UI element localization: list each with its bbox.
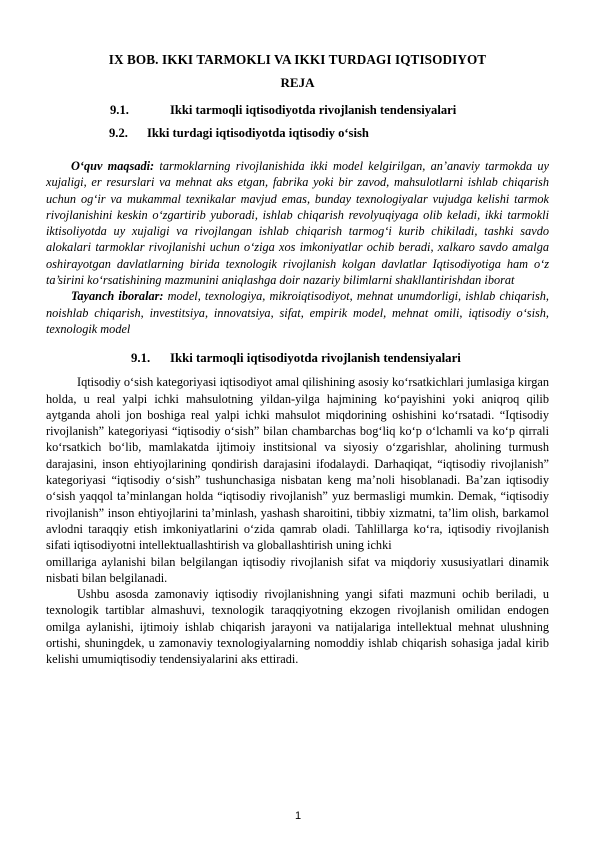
plan-item-number: 9.1. — [110, 103, 129, 117]
body-paragraph: Iqtisodiy o‘sish kategoriyasi iqtisodiyot amal qilishining asosiy ko‘rsatkichlari jumlasiga kirgan holda, u real yalpi ichki mahsulotning yildan-yilga hajmining ko‘payishini yoki aniqroq qilib aytganda aholi jon boshiga real yalpi ichki mahsulot miqdorining oshishini ko‘rsatadi. “Iqtisodiy rivojlanish” kategoriyasi “iqtisodiy o‘sish” bilan chambarchas bog‘liq ko‘p o‘lchamli va ko‘p qirrali ko‘rsatkich bo‘lib, mamlakatda ijtimoiy institsional va siyosiy o‘zgarishlar, aholining turmush darajasini, inson ehtiyojlarining qondirish darajasini ifodalaydi. Darhaqiqat, “iqtisodiy rivojlanish” kategoriyasi “iqtisodiy o‘sish” tushunchasiga nisbatan keng ma’noli hisoblanadi. Ba’zan iqtisodiy o‘sish yaqqol ta’minlangan holda “iqtisodiy rivojlanish” yuz bermasligi mumkin. Demak, “iqtisodiy rivojlanish” inson ehtiyojlarini ta’minlash, yashash sharoitini, tibbiy xizmatni, ta’lim olish, barkamol avlodni taraqqiy etish imkoniyatlarini o‘zida qamrab oladi. Tahlillarga ko‘ra, iqtisodiy rivojlanish sifati iqtisodiyotni intellektuallashtirish va globallashtirish uning ichki — [46, 375, 549, 553]
learning-goal-label: O‘quv maqsadi: — [71, 159, 155, 173]
section-heading — [46, 351, 549, 366]
plan-list — [46, 99, 549, 145]
document-page — [46, 52, 549, 668]
keywords-label: Tayanch iboralar: — [71, 289, 164, 304]
body-paragraph: Ushbu asosda zamonaviy iqtisodiy rivojlanishning yangi sifati mazmuni ochib beriladi, u texnologik tartiblar almashuvi, texnologik taraqqiyotning ekzogen rivojlanish omilidan endogen omilga aylanishi, ijtimoiy ishlab chiqarish jarayoni va natijalariga intellektual mehnat ulushning ortishi, shuningdek, u zamonaviy texnologiyalarning nomoddiy ishlab chiqarish sohasiga jadal kirib kelishi umumiqtisodiy tendensiyalarini aks ettiradi. — [46, 587, 549, 667]
plan-item-number: 9.2. — [109, 126, 128, 140]
page-number: 1 — [294, 810, 302, 822]
plan-heading: REJA — [280, 75, 315, 90]
section-number: 9.1. — [131, 351, 151, 366]
keywords-paragraph — [46, 288, 549, 337]
chapter-title: IX BOB. IKKI TARMOKLI VA IKKI TURDAGI IQTISODIYOT — [108, 52, 487, 67]
keywords-text: model, texnologiya, mikroiqtisodiyot, mehnat unumdorligi, ishlab chiqarish, noishlab chiqarish, investitsiya, innovatsiya, sifat, empirik model, mehnat omili, iqtisodiy o‘sish, texnologik model — [46, 289, 549, 336]
plan-item-text: Ikki turdagi iqtisodiyotda iqtisodiy o‘sish — [147, 126, 369, 140]
plan-item-text: Ikki tarmoqli iqtisodiyotda rivojlanish tendensiyalari — [170, 103, 457, 117]
plan-item — [46, 99, 549, 122]
plan-item — [46, 122, 549, 145]
learning-goal-paragraph — [46, 158, 549, 288]
learning-goal-text: tarmoklarning rivojlanishida ikki model kelgirilgan, an’anaviy tarmokda uy xujaligi, er resurslari va mehnat aks etgan, fabrika yoki bir zavod, mahsulotlarni ishlab chiqarish uchun og‘ir va mukammal texnikalar mavjud emas, bunday texnologiyalar vujudga kelishi tarmok rivojlanishini keskin o‘zgartirib yuboradi, ishlab chiqarish revolyuqiyaga olib keladi, ikki tarmokli iktisoliyotda uy xujaligi va rivojlangan ishlab chiqarish tarmog‘i kurib chikiladi, tashki savdo alokalari tarmoklar rivojlanishi uchun o‘ziga xos imkoniyatlar ochib beradi, xalkaro savdo amalga oshirayotgan davlatlarning birida texnologik rivojlanish kolgan davlatlar Iqtisodiyotiga ham o‘z ta’sirini ko‘rsatishining mazmunini aniqlashga doir nazariy bilimlarni shakllantirishdan iborat — [46, 159, 549, 288]
section-title: Ikki tarmoqli iqtisodiyotda rivojlanish tendensiyalari — [170, 351, 461, 366]
body-paragraph-continued: omillariga aylanishi bilan belgilangan iqtisodiy rivojlanish sifat va miqdoriy xususiyatlari dinamik nisbati bilan belgilanadi. — [46, 554, 549, 585]
